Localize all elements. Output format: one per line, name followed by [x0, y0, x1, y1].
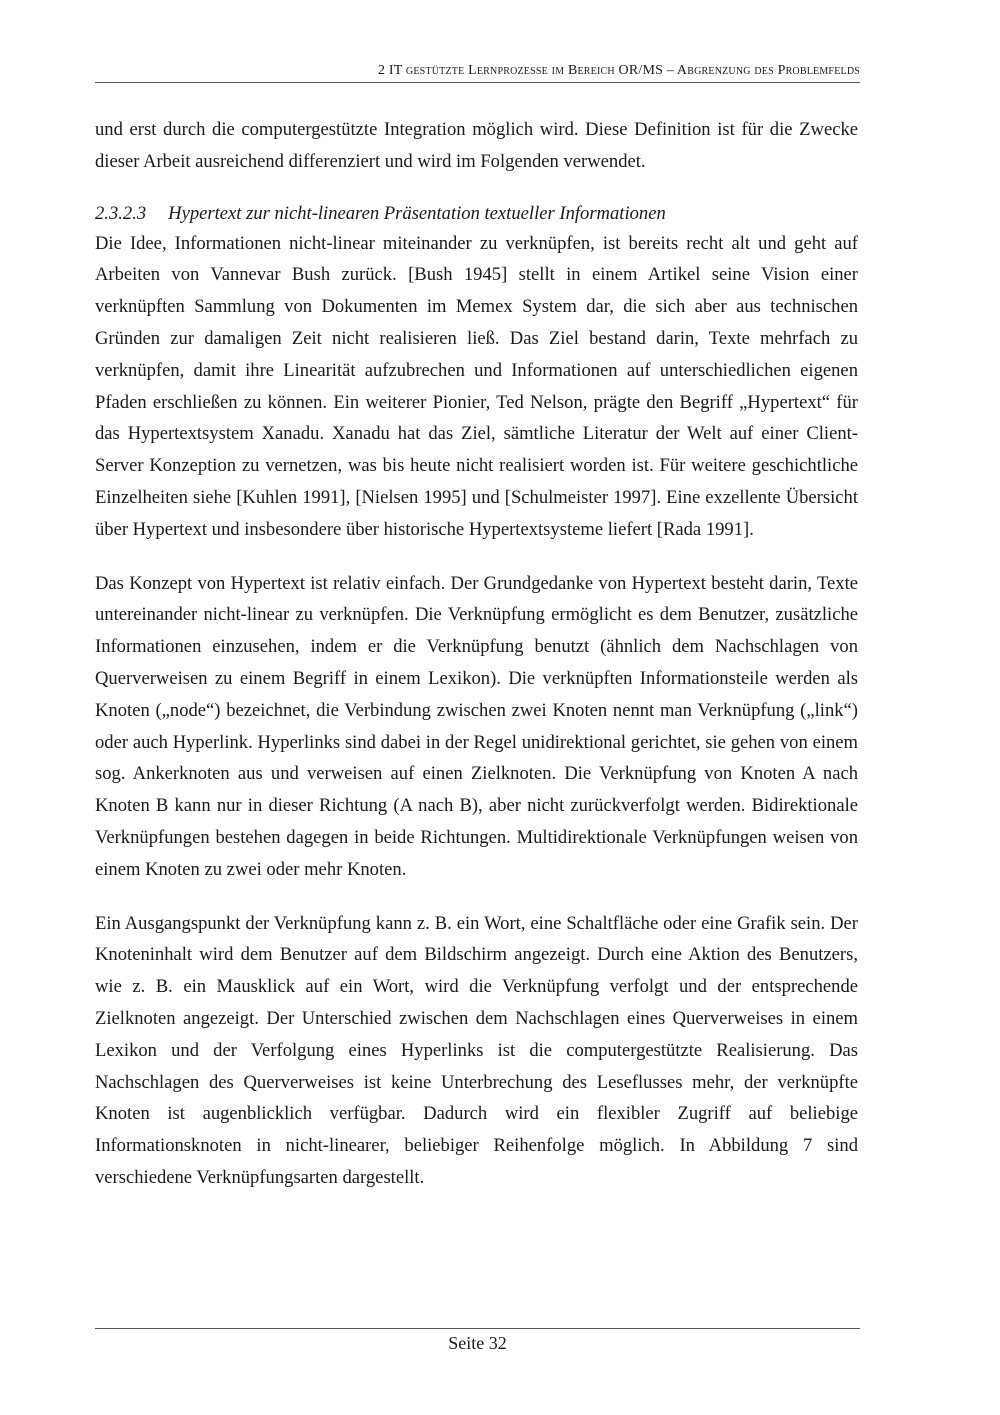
footer-divider: [95, 1328, 860, 1329]
paragraph-history: Die Idee, Informationen nicht-linear miteinander zu verknüpfen, ist bereits recht alt und geht auf Arbeiten von Vannevar Bush zurück. [Bush 1945] stellt in einem Artikel seine Vision einer verknüpften Sammlung von Dokumenten im Memex System dar, die sich aber aus technischen Gründen zur damaligen Zeit nicht realisieren ließ. Das Ziel bestand darin, Texte mehrfach zu verknüpfen, damit ihre Linearität aufzubrechen und Informationen auf unterschiedlichen eigenen Pfaden erschließen zu können. Ein weiterer Pionier, Ted Nelson, prägte den Begriff „Hypertext“ für das Hypertextsystem Xanadu. Xanadu hat das Ziel, sämtliche Literatur der Welt auf einer Client-Server Konzeption zu vernetzen, was bis heute nicht realisiert worden ist. Für weitere geschichtliche Einzelheiten siehe [Kuhlen 1991], [Nielsen 1995] und [Schulmeister 1997]. Eine exzellente Übersicht über Hypertext und insbesondere über historische Hypertextsysteme liefert [Rada 1991].: [95, 232, 858, 540]
header-title: IT gestützte Lernprozesse im Bereich OR/MS – Abgrenzung des Problemfelds: [388, 63, 860, 78]
paragraph-anchor: Ein Ausgangspunkt der Verknüpfung kann z. B. ein Wort, eine Schaltfläche oder eine Grafik sein. Der Knoteninhalt wird dem Benutzer auf dem Bildschirm angezeigt. Durch eine Aktion des Benutzers, wie z. B. ein Mausklick auf ein Wort, wird die Verknüpfung verfolgt und der entsprechende Zielknoten angezeigt. Der Unterschied zwischen dem Nachschlagen eines Querverweises in einem Lexikon und der Verfolgung eines Hyperlinks ist die computergestützte Realisierung. Das Nachschlagen des Querverweises ist keine Unterbrechung des Leseflusses mehr, der verknüpfte Knoten ist augenblicklich verfügbar. Dadurch wird ein flexibler Zugriff auf beliebige Informationsknoten in nicht-linearer, beliebiger Reihenfolge möglich. In Abbildung 7 sind verschiedene Verknüpfungsarten dargestellt.: [95, 912, 858, 1188]
page-body: [95, 114, 858, 1194]
paragraph-continuation: und erst durch die computergestützte Integration möglich wird. Diese Definition ist für die Zwecke dieser Arbeit ausreichend differenziert und wird im Folgenden verwendet.: [95, 119, 858, 172]
page-number: Seite 32: [448, 1333, 507, 1353]
running-header: [95, 60, 860, 83]
section-number: 2.3.2.3: [95, 202, 147, 224]
section-heading: [95, 200, 858, 228]
header-chapter-number: 2: [377, 63, 386, 78]
paragraph-concept: Das Konzept von Hypertext ist relativ einfach. Der Grundgedanke von Hypertext besteht darin, Texte untereinander nicht-linear zu verknüpfen. Die Verknüpfung ermöglicht es dem Benutzer, zusätzliche Informationen einzusehen, indem er die Verknüpfung benutzt (ähnlich dem Nachschlagen von Querverweisen zu einem Begriff in einem Lexikon). Die verknüpften Informationsteile werden als Knoten („node“) bezeichnet, die Verbindung zwischen zwei Knoten nennt man Verknüpfung („link“) oder auch Hyperlink. Hyperlinks sind dabei in der Regel unidirektional gerichtet, sie gehen von einem sog. Ankerknoten aus und verweisen auf einen Zielknoten. Die Verknüpfung von Knoten A nach Knoten B kann nur in dieser Richtung (A nach B), aber nicht zurückverfolgt werden. Bidirektionale Verknüpfungen bestehen dagegen in beide Richtungen. Multidirektionale Verknüpfungen weisen von einem Knoten zu zwei oder mehr Knoten.: [95, 572, 858, 880]
section-title: Hypertext zur nicht-linearen Präsentation textueller Informationen: [168, 202, 666, 224]
